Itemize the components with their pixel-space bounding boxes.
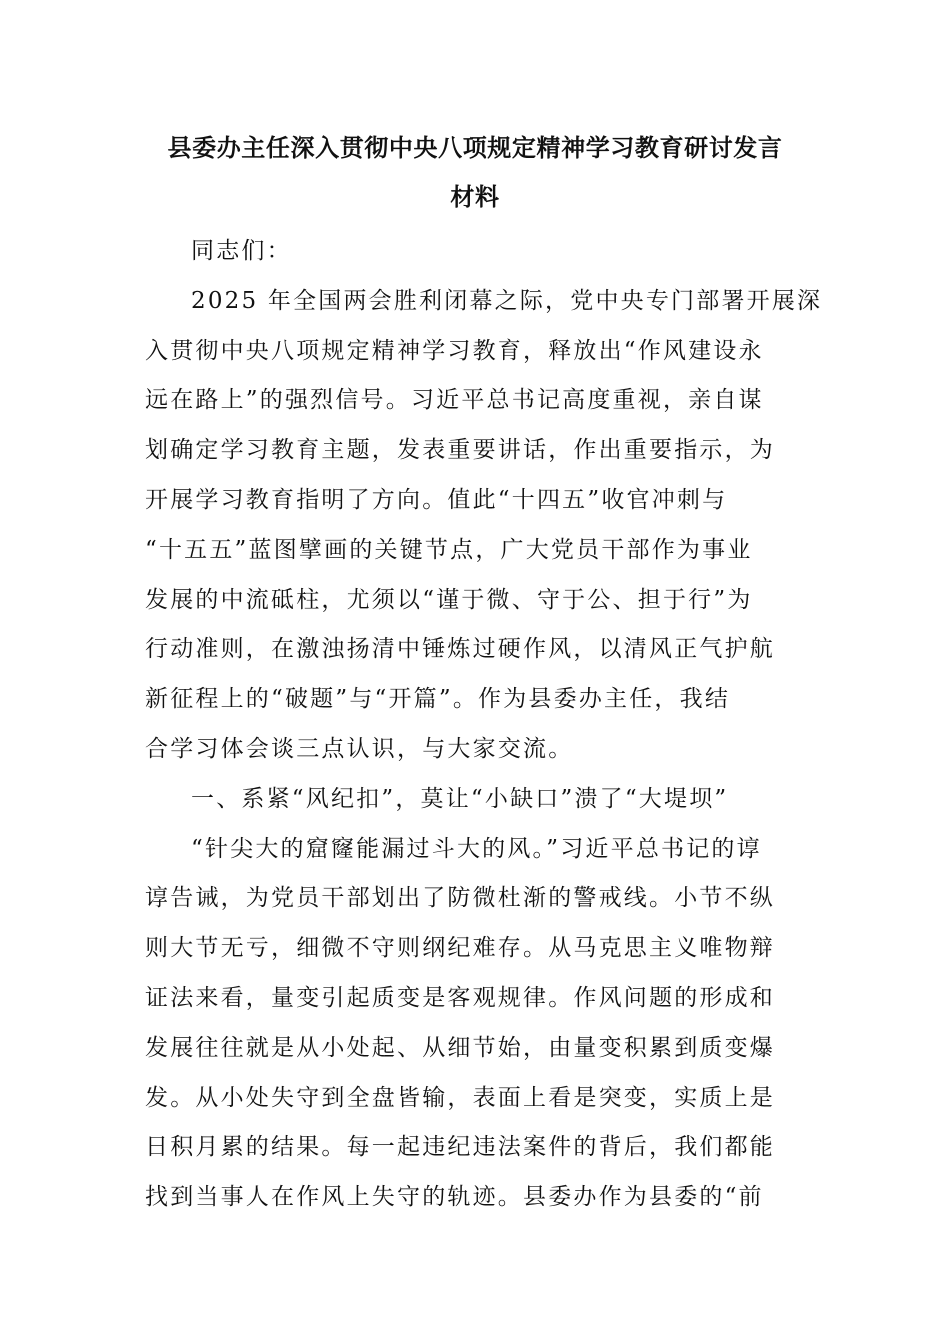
- paragraph-line: 找到当事人在作风上失守的轨迹。县委办作为县委的“前: [145, 1184, 764, 1211]
- paragraph-line: 发展的中流砥柱，尤须以“谨于微、守于公、担于行”为: [145, 586, 753, 613]
- paragraph-line: 则大节无亏，细微不守则纲纪难存。从马克思主义唯物辩: [145, 935, 775, 962]
- paragraph-line: “针尖大的窟窿能漏过斗大的风。”习近平总书记的谆: [191, 835, 762, 862]
- paragraph-line: 合学习体会谈三点认识，与大家交流。: [145, 735, 574, 762]
- title-line: 材料: [450, 182, 500, 211]
- paragraph-section1: [145, 825, 810, 1223]
- paragraph-line: 行动准则，在激浊扬清中锤炼过硬作风，以清风正气护航: [145, 636, 775, 663]
- paragraph-line: 远在路上”的强烈信号。习近平总书记高度重视，亲自谋: [145, 387, 764, 414]
- paragraph-line: 2025 年全国两会胜利闭幕之际，党中央专门部署开展深: [191, 287, 823, 314]
- paragraph-line: 入贯彻中央八项规定精神学习教育，释放出“作风建设永: [145, 337, 764, 364]
- paragraph-line: “十五五”蓝图擘画的关键节点，广大党员干部作为事业: [145, 536, 753, 563]
- paragraph-line: 发。从小处失守到全盘皆输，表面上看是突变，实质上是: [145, 1084, 775, 1111]
- paragraph-line: 开展学习教育指明了方向。值此“十四五”收官冲刺与: [145, 486, 728, 513]
- document-body: [145, 227, 823, 1223]
- paragraph-line: 谆告诫，为党员干部划出了防微杜渐的警戒线。小节不纵: [145, 885, 775, 912]
- paragraph-line: 日积月累的结果。每一起违纪违法案件的背后，我们都能: [145, 1134, 775, 1161]
- section-heading: 一、系紧“风纪扣”，莫让“小缺口”溃了“大堤坝”: [191, 785, 729, 812]
- paragraph-line: 证法来看，量变引起质变是客观规律。作风问题的形成和: [145, 984, 775, 1011]
- document-title: [145, 123, 805, 221]
- paragraph-intro: [145, 277, 823, 775]
- paragraph-line: 划确定学习教育主题，发表重要讲话，作出重要指示，为: [145, 437, 775, 464]
- salutation: 同志们：: [191, 238, 292, 264]
- title-line: 县委办主任深入贯彻中央八项规定精神学习教育研讨发言: [167, 133, 783, 162]
- paragraph-line: 新征程上的“破题”与“开篇”。作为县委办主任，我结: [145, 686, 731, 713]
- paragraph-line: 发展往往就是从小处起、从细节始，由量变积累到质变爆: [145, 1034, 775, 1061]
